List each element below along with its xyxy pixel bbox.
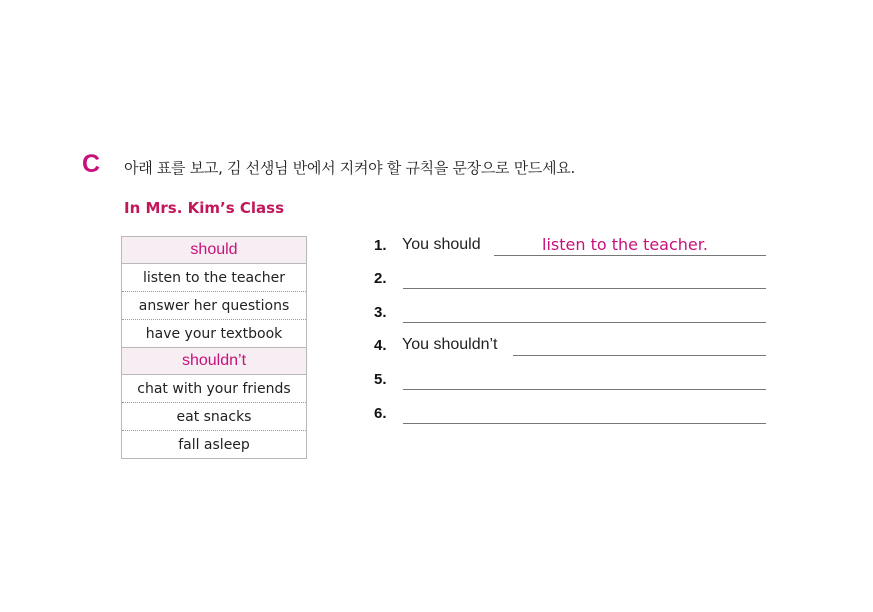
- exercise-4: [374, 332, 766, 356]
- rules-table: [121, 236, 307, 459]
- exercise-prompt: You should: [402, 236, 481, 253]
- exercise-prompt: You shouldn’t: [402, 336, 498, 353]
- should-item: answer her questions: [122, 292, 306, 320]
- answer-text: listen to the teacher.: [542, 235, 708, 254]
- instruction-text: 아래 표를 보고, 김 선생님 반에서 지켜야 할 규칙을 문장으로 만드세요.: [124, 159, 575, 177]
- answer-line[interactable]: [403, 401, 766, 424]
- exercise-number: 3.: [374, 304, 387, 321]
- should-item: have your textbook: [145, 325, 283, 342]
- section-letter: C: [82, 150, 101, 178]
- exercise-number: 1.: [374, 237, 387, 254]
- exercise-number: 2.: [374, 270, 387, 287]
- shouldnt-header: shouldn’t: [122, 347, 306, 375]
- should-item: listen to the teacher: [122, 264, 306, 292]
- shouldnt-item: fall asleep: [178, 436, 250, 453]
- answer-line[interactable]: [403, 300, 766, 323]
- exercise-number: 6.: [374, 405, 387, 422]
- shouldnt-item: chat with your friends: [122, 375, 306, 403]
- answer-line[interactable]: [494, 233, 766, 256]
- answer-line[interactable]: [403, 266, 766, 289]
- should-header: should: [122, 237, 306, 264]
- exercise-6: [374, 400, 766, 424]
- exercise-number: 4.: [374, 337, 387, 354]
- exercise-5: [374, 366, 766, 390]
- exercise-number: 5.: [374, 371, 387, 388]
- exercise-2: [374, 265, 766, 289]
- exercise-1: [374, 232, 766, 256]
- shouldnt-item: eat snacks: [122, 403, 306, 431]
- table-title: In Mrs. Kim’s Class: [124, 199, 285, 217]
- answer-line[interactable]: [403, 367, 766, 390]
- answer-line[interactable]: [513, 333, 766, 356]
- exercise-3: [374, 299, 766, 323]
